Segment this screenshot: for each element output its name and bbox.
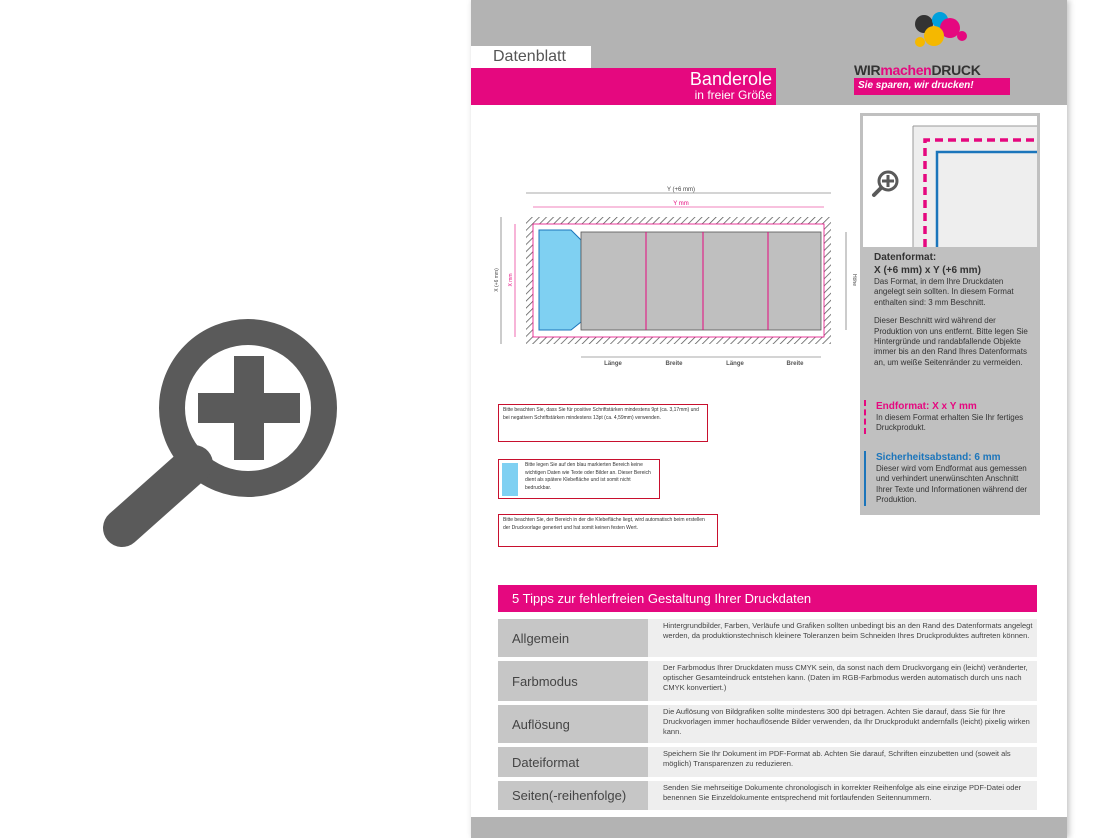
endformat-title: Endformat: X x Y mm bbox=[876, 401, 977, 412]
tip-row bbox=[498, 747, 1037, 777]
note-glue-text: Bitte legen Sie auf den blau markierten Bereich keine wichtigen Daten wie Texte oder Bilder an. Dieser Bereich dient als spätere Klebefläche und ist somit nicht bedruckbar. bbox=[525, 462, 651, 491]
zoom-in-icon[interactable] bbox=[871, 169, 901, 199]
company-logo bbox=[854, 10, 1044, 98]
tip-text: Senden Sie mehrseitige Dokumente chronologisch in korrekter Reihenfolge als eine einzige PDF-Datei oder benennen Sie Einzeldokumente entsprechend mit fortlaufenden Seitennummern. bbox=[663, 783, 1022, 803]
title-bar bbox=[471, 68, 776, 105]
datenformat-section bbox=[874, 251, 1034, 368]
tip-row bbox=[498, 661, 1037, 701]
tip-name: Allgemein bbox=[498, 619, 648, 657]
endformat-text: In diesem Format erhalten Sie Ihr fertiges Druckprodukt. bbox=[876, 413, 1024, 433]
note-font-size: Bitte beachten Sie, dass Sie für positive Schriftstärken mindestens 9pt (ca. 3,17mm) und bei negativen Schriftstärken mindestens 13pt (ca. 4,59mm) verwenden. bbox=[498, 404, 708, 442]
glue-color-swatch bbox=[502, 463, 518, 496]
datasheet-page bbox=[471, 0, 1067, 838]
tip-name: Seiten(-reihenfolge) bbox=[498, 781, 648, 810]
safety-margin-title: Sicherheitsabstand: 6 mm bbox=[876, 452, 1001, 463]
segment-label: Breite bbox=[786, 361, 804, 367]
banderole-technical-drawing bbox=[491, 180, 871, 375]
logo-wordmark bbox=[854, 62, 981, 78]
endformat-section bbox=[864, 400, 1034, 434]
tip-row bbox=[498, 619, 1037, 657]
tip-name: Dateiformat bbox=[498, 747, 648, 777]
tip-name: Auflösung bbox=[498, 705, 648, 743]
note-glue-generation: Bitte beachten Sie, der Bereich in der die Klebefläche liegt, wird automatisch beim erstellen der Druckvorlage generiert und hat somit keinen festen Wert. bbox=[498, 514, 718, 547]
segment-label: Länge bbox=[726, 361, 744, 367]
segment-label: Länge bbox=[604, 361, 622, 367]
print-area bbox=[581, 232, 821, 330]
tip-name: Farbmodus bbox=[498, 661, 648, 701]
logo-wir: WIR bbox=[854, 62, 881, 78]
dim-left-outer: X (+6 mm) bbox=[494, 268, 500, 292]
dim-left-inner: X mm bbox=[508, 273, 514, 287]
logo-slogan: Sie sparen, wir drucken! bbox=[854, 78, 1010, 95]
glue-area bbox=[539, 230, 581, 330]
note-glue-area bbox=[498, 459, 660, 499]
tip-row bbox=[498, 781, 1037, 810]
datenformat-text: Das Format, in dem Ihre Druckdaten angelegt sein sollten. In diesem Format enthalten sind: 3 mm Beschnitt. bbox=[874, 277, 1014, 307]
datenformat-title: Datenformat: bbox=[874, 252, 937, 263]
format-thumbnail[interactable] bbox=[863, 116, 1037, 247]
dim-right: Höhe bbox=[851, 274, 857, 286]
sheet-footer bbox=[471, 817, 1067, 838]
datenblatt-tab: Datenblatt bbox=[471, 46, 591, 68]
dim-top-outer: Y (+6 mm) bbox=[666, 187, 696, 193]
tip-text: Speichern Sie Ihr Dokument im PDF-Format ab. Achten Sie darauf, Schriften einzubetten und (soweit als möglich) Transparenzen zu reduzieren. bbox=[663, 749, 1011, 769]
logo-druck: DRUCK bbox=[931, 62, 981, 78]
product-title: Banderole bbox=[689, 69, 772, 89]
product-subtitle: in freier Größe bbox=[694, 88, 772, 102]
tip-row bbox=[498, 705, 1037, 743]
datenformat-text-2: Dieser Beschnitt wird während der Produktion von uns entfernt. Bitte legen Sie Hintergründe und randabfallende Objekte immer bis an den Rand Ihres Datenformats an, um weiße Seitenränder zu vermeiden. bbox=[874, 316, 1028, 367]
safety-margin-text: Dieser wird vom Endformat aus gemessen und verhindert unerwünschten Anschnitt Ihrer Texte und Informationen während der Produktion. bbox=[876, 464, 1028, 505]
safety-margin-section bbox=[864, 451, 1034, 506]
format-info-panel bbox=[860, 113, 1040, 515]
segment-label: Breite bbox=[665, 361, 683, 367]
zoom-in-icon[interactable] bbox=[100, 318, 362, 553]
dim-top-inner: Y mm bbox=[673, 201, 689, 207]
tip-text: Der Farbmodus Ihrer Druckdaten muss CMYK sein, da sonst nach dem Druckvorgang ein (leicht) veränderter, optischer Gesamteindruck entstehen kann. (Daten im RGB-Farbmodus werden automatisch durch uns nach CMYK konvertiert.) bbox=[663, 663, 1028, 693]
tip-text: Hintergrundbilder, Farben, Verläufe und Grafiken sollten unbedingt bis an den Rand des Datenformats angelegt werden, da produktionstechnisch kleinere Toleranzen beim Schneiden Ihres Druckproduktes auftreten können. bbox=[663, 621, 1033, 641]
tip-text: Die Auflösung von Bildgrafiken sollte mindestens 300 dpi betragen. Achten Sie darauf, dass Sie für Ihre Druckvorlagen immer hochauflösende Bilder verwenden, da Ihr Druckprodukt andernfalls (leicht) pixelig wirken kann. bbox=[663, 707, 1030, 737]
logo-bubbles-icon bbox=[904, 10, 1024, 60]
tips-title: 5 Tipps zur fehlerfreien Gestaltung Ihrer Druckdaten bbox=[498, 585, 1037, 612]
logo-machen: machen bbox=[880, 62, 932, 78]
datenformat-value: X (+6 mm) x Y (+6 mm) bbox=[874, 265, 981, 276]
